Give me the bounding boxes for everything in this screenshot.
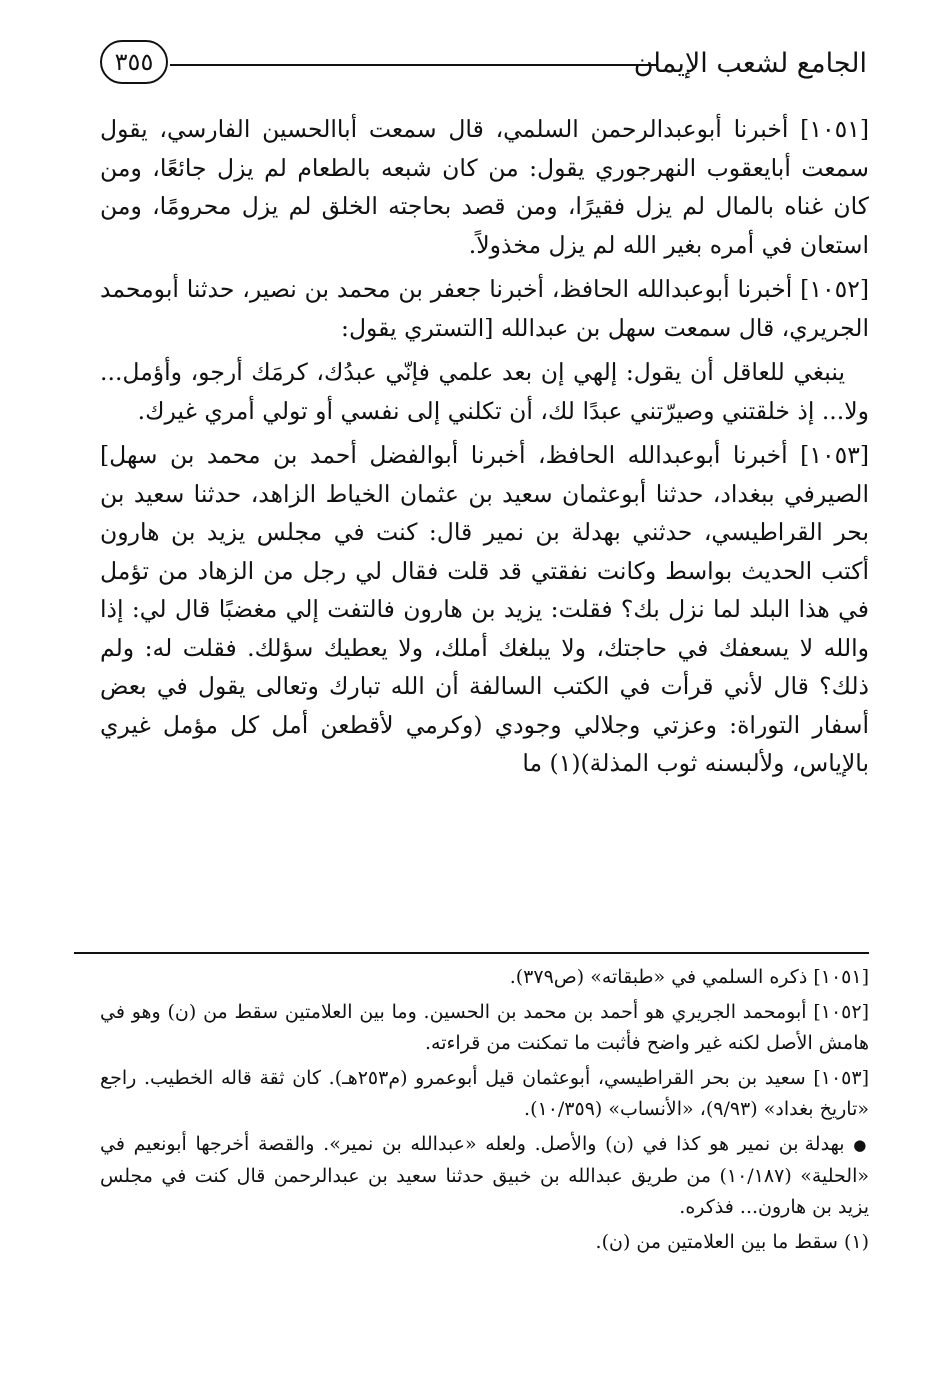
bullet-icon: ● (853, 1136, 870, 1154)
footnote-1053: [١٠٥٣] سعيد بن بحر القراطيسي، أبوعثمان قيل أبوعمرو (م٢٥٣هـ). كان ثقة قاله الخطيب. راجع «تاريخ بغداد» (٩/٩٣)، «الأنساب» (١٠/٣٥٩). (100, 1067, 869, 1120)
footnote-1052: [١٠٥٢] أبومحمد الجريري هو أحمد بن محمد بن الحسين. وما بين العلامتين سقط من (ن) وهو في هامش الأصل لكنه غير واضح فأثبت ما تمكنت من قراءته. (100, 1001, 869, 1054)
header-rule (170, 64, 657, 66)
footnotes (100, 962, 869, 1262)
page-header (100, 40, 867, 90)
hadith-1052-quote: ينبغي للعاقل أن يقول: إلهي إن بعد علمي فإنّي عبدُك، كرمَك أرجو، وأؤمل... ولا... إذ خلقتني وصيرّتني عبدًا لك، أن تكلني إلى نفسي أو تولي أمري غيرك. (100, 358, 869, 425)
footnote-1: (١) سقط ما بين العلامتين من (ن). (595, 1231, 869, 1253)
footnote-bullet (100, 1129, 869, 1223)
page-number: ٣٥٥ (100, 40, 168, 84)
footnote-rule (74, 952, 869, 954)
hadith-1053: [١٠٥٣] أخبرنا أبوعبدالله الحافظ، أخبرنا أبوالفضل أحمد بن محمد بن سهل] الصيرفي ببغداد، حدثنا أبوعثمان سعيد بن عثمان الخياط الزاهد، حدثنا سعيد بن بحر القراطيسي، حدثني بهدلة بن نمير قال: كنت في مجلس يزيد بن هارون أكتب الحديث بواسط وكانت نفقتي قد قلت فقال لي رجل من الزهاد من تؤمل في هذا البلد لما نزل بك؟ فقلت: يزيد بن هارون فالتفت إلي مغضبًا قال لي: إذا والله لا يسعفك في حاجتك، ولا يبلغك أملك، ولا يعطيك سؤلك. فقلت له: ولم ذلك؟ قال لأني قرأت في الكتب السالفة أن الله تبارك وتعالى يقول في بعض أسفار التوراة: وعزتي وجلالي وجودي (وكرمي لأقطعن أمل كل مؤمل غيري بالإياس، ولألبسنه ثوب المذلة)(١) ما (100, 441, 869, 777)
hadith-1052: [١٠٥٢] أخبرنا أبوعبدالله الحافظ، أخبرنا جعفر بن محمد بن نصير، حدثنا أبومحمد الجريري، قال سمعت سهل بن عبدالله [التستري يقول: (100, 275, 869, 342)
hadith-1051: [١٠٥١] أخبرنا أبوعبدالرحمن السلمي، قال سمعت أباالحسين الفارسي، يقول سمعت أبايعقوب النهرجوري يقول: من كان شبعه بالطعام لم يزل جائعًا، ومن كان غناه بالمال لم يزل فقيرًا، ومن قصد بحاجته الخلق لم يزل محرومًا، ومن استعان في أمره بغير الله لم يزل مخذولاً. (100, 115, 869, 259)
footnote-bullet-text: بهدلة بن نمير هو كذا في (ن) والأصل. ولعله «عبدالله بن نمير». والقصة أخرجها أبونعيم في «الحلية» (١٠/١٨٧) من طريق عبدالله بن خبيق حدثنا سعيد بن عبدالرحمن قال كنت في مجلس يزيد بن هارون... فذكره. (100, 1133, 869, 1218)
footnote-1051: [١٠٥١] ذكره السلمي في «طبقاته» (ص٣٧٩). (509, 966, 869, 988)
running-title: الجامع لشعب الإيمان (633, 48, 867, 79)
main-text (100, 110, 869, 789)
